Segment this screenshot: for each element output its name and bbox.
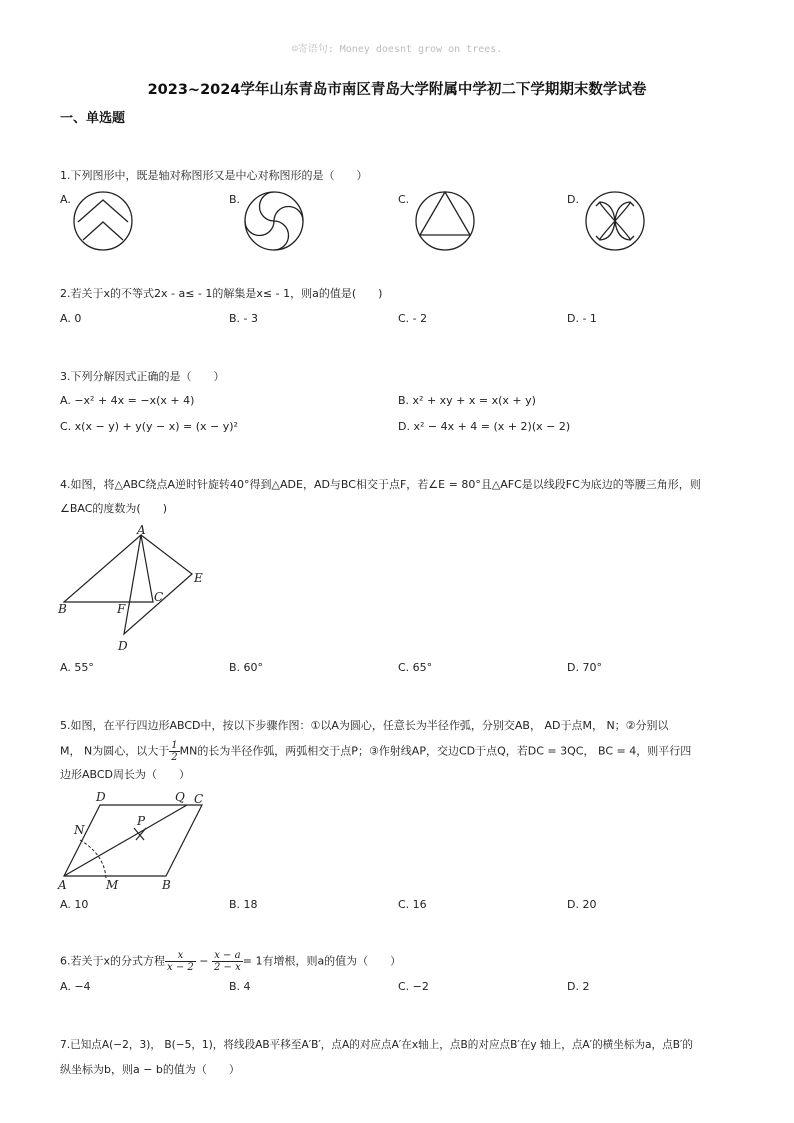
question-7-line1: 7.已知点A(−2，3)， B(−5，1)，将线段AB平移至A′B′，点A的对应点A′在x轴上，点B的对应点B′在y 轴上，点A′的横坐标为a，点B′的 [60,1039,693,1051]
q5-label-n: N [74,823,85,837]
question-5-line1: 5.如图，在平行四边形ABCD中，按以下步骤作图：①以A为圆心，任意长为半径作弧，分别交AB， AD于点M， N；②分别以 [60,719,669,732]
q2-option-c: C. - 2 [398,312,428,325]
q2-option-b: B. - 3 [229,312,259,325]
q6-option-c: C. −2 [398,980,429,993]
q5-option-b: B. 18 [229,898,258,911]
q3-option-d: D. x² − 4x + 4 = (x + 2)(x − 2) [398,420,571,433]
q5-label-m: M [106,878,119,892]
question-4-stem-line1: 4.如图，将△ABC绕点A逆时针旋转40°得到△ADE，AD与BC相交于点F，若∠E = 80°且△AFC是以线段FC为底边的等腰三角形，则 [60,478,701,491]
q5-option-a: A. 10 [60,898,89,911]
q4-option-b: B. 60° [229,661,264,674]
question-5-line3: 边形ABCD周长为（ ） [60,768,191,781]
q5-fraction [169,740,179,763]
section-heading: 一、单选题 [60,111,126,126]
q6-f2-den: 2 − x [213,962,241,973]
q5-label-q: Q [175,790,185,804]
q4-label-f: F [117,602,126,616]
q6-f1-den: x − 2 [167,962,194,973]
q6-option-d: D. 2 [567,980,590,993]
q1-figure-a [72,190,134,252]
q3-option-a: A. −x² + 4x = −x(x + 4) [60,394,195,407]
q5-line2-part-a: M， N为圆心，以大于 [60,744,170,758]
q5-option-c: C. 16 [398,898,427,911]
q6-stem-part-a: 6.若关于x的分式方程 [60,954,166,968]
q6-f2-num: x − a [212,950,243,962]
question-3-stem: 3.下列分解因式正确的是（ ） [60,370,225,383]
q4-label-a: A [137,523,146,537]
q4-figure [56,522,216,657]
q3-option-c: C. x(x − y) + y(y − x) = (x − y)² [60,420,238,433]
question-4-stem-line2: ∠BAC的度数为( ) [60,502,168,515]
q5-frac-num: 1 [171,740,178,751]
q4-label-d: D [118,639,128,653]
q4-option-d: D. 70° [567,661,602,674]
question-6-stem [60,950,401,973]
q5-label-c: C [194,792,204,806]
q5-label-b: B [162,878,171,892]
q6-option-a: A. −4 [60,980,91,993]
q5-label-a: A [58,878,67,892]
q5-frac-den: 2 [171,752,178,763]
q4-label-c: C [154,590,164,604]
question-7-line2: 纵坐标为b，则a − b的值为（ ） [60,1063,240,1076]
q6-stem-part-b: = 1有增根，则a的值为（ ） [242,954,402,968]
q1-option-a-label: A. [60,193,71,206]
q5-label-d: D [96,790,106,804]
q5-label-p: P [137,814,146,828]
q3-option-b: B. x² + xy + x = x(x + y) [398,394,536,407]
q4-option-c: C. 65° [398,661,433,674]
q5-figure [54,788,214,893]
q1-option-c-label: C. [398,193,410,206]
q1-option-b-label: B. [229,193,241,206]
q4-option-a: A. 55° [60,661,94,674]
q1-figure-d [584,190,646,252]
q2-option-a: A. 0 [60,312,82,325]
q5-line2-part-b: MN的长为半径作弧，两弧相交于点P；③作射线AP，交边CD于点Q，若DC = 3QC， BC = 4，则平行四 [179,744,692,758]
q4-label-b: B [58,602,67,616]
q4-label-e: E [194,571,203,585]
watermark: ☺寄语句: Money doesnt grow on trees. [291,44,503,55]
q6-f1-num: x [165,950,196,962]
q1-option-d-label: D. [567,193,579,206]
q1-figure-c [414,190,476,252]
q6-fraction-1 [165,950,196,973]
q6-option-b: B. 4 [229,980,251,993]
page-title: 2023~2024学年山东青岛市南区青岛大学附属中学初二下学期期末数学试卷 [147,82,647,98]
q6-minus: − [199,954,209,968]
question-5-line2 [60,740,691,763]
q6-fraction-2 [212,950,243,973]
q1-figure-b [243,190,305,252]
q5-option-d: D. 20 [567,898,597,911]
question-1-stem: 1.下列图形中，既是轴对称图形又是中心对称图形的是（ ） [60,169,368,182]
q2-option-d: D. - 1 [567,312,597,325]
question-2-stem: 2.若关于x的不等式2x - a≤ - 1的解集是x≤ - 1，则a的值是( ) [60,287,383,300]
